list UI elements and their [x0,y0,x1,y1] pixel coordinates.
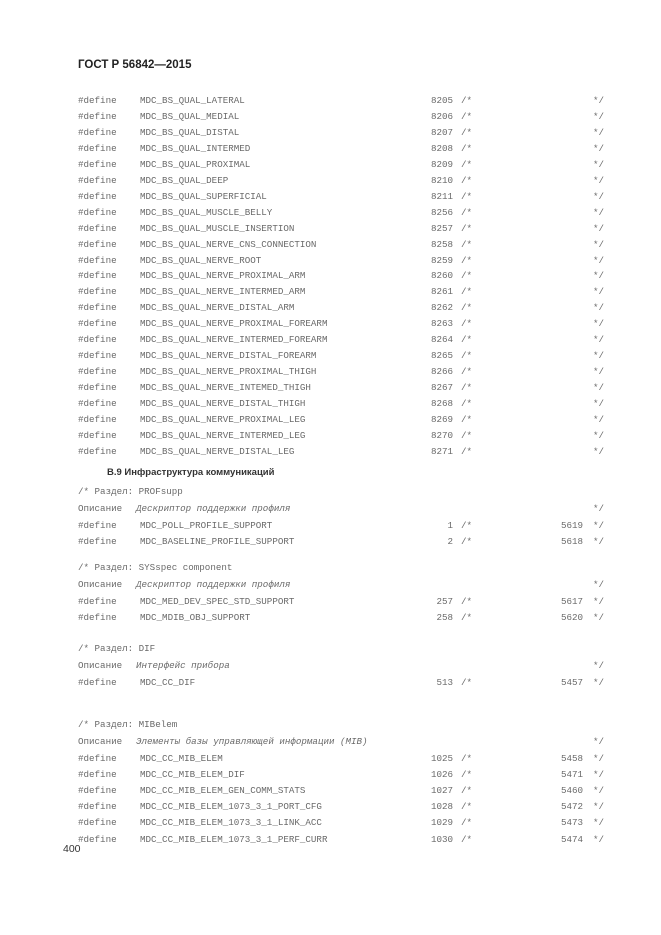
reference-code: 5471 [560,769,583,780]
macro-name: MDC_BS_QUAL_PROXIMAL [140,159,251,170]
define-row [0,111,661,125]
comment-open: /* [461,785,473,796]
comment-close: */ [593,520,605,531]
macro-value: 1 [447,520,453,531]
define-keyword: #define [78,785,117,796]
define-row [0,769,661,783]
comment-close: */ [593,736,605,747]
comment-close: */ [593,159,605,170]
comment-close: */ [593,366,605,377]
macro-value: 8266 [430,366,453,377]
macro-name: MDC_CC_MIB_ELEM_1073_3_1_PERF_CURR [140,834,328,845]
comment-close: */ [593,596,605,607]
description-text: Элементы базы управляющей информации (MIB) [136,736,368,747]
comment-close: */ [593,753,605,764]
macro-name: MDC_BS_QUAL_NERVE_PROXIMAL_THIGH [140,366,317,377]
comment-open: /* [461,159,473,170]
macro-name: MDC_MED_DEV_SPEC_STD_SUPPORT [140,596,295,607]
macro-name: MDC_CC_MIB_ELEM_DIF [140,769,245,780]
comment-close: */ [593,382,605,393]
comment-close: */ [593,503,605,514]
macro-name: MDC_BS_QUAL_NERVE_DISTAL_FOREARM [140,350,317,361]
macro-value: 8270 [430,430,453,441]
macro-name: MDC_BS_QUAL_SUPERFICIAL [140,191,267,202]
comment-close: */ [593,318,605,329]
define-row [0,446,661,460]
define-keyword: #define [78,801,117,812]
define-row [0,255,661,269]
comment-open: /* [461,612,473,623]
define-keyword: #define [78,350,117,361]
define-row [0,191,661,205]
section-comment: /* Раздел: MIBelem [78,719,178,730]
macro-name: MDC_CC_MIB_ELEM [140,753,223,764]
macro-name: MDC_MDIB_OBJ_SUPPORT [140,612,251,623]
comment-close: */ [593,414,605,425]
comment-close: */ [593,834,605,845]
macro-value: 513 [436,677,453,688]
macro-name: MDC_CC_MIB_ELEM_1073_3_1_LINK_ACC [140,817,322,828]
macro-value: 8271 [430,446,453,457]
description-text: Дескриптор поддержки профиля [136,579,291,590]
define-keyword: #define [78,753,117,764]
comment-close: */ [593,223,605,234]
macro-name: MDC_BS_QUAL_INTERMED [140,143,251,154]
comment-open: /* [461,255,473,266]
macro-name: MDC_BS_QUAL_LATERAL [140,95,245,106]
define-keyword: #define [78,111,117,122]
comment-open: /* [461,95,473,106]
comment-close: */ [593,817,605,828]
define-keyword: #define [78,270,117,281]
macro-value: 8265 [430,350,453,361]
section-title: B.9 Инфраструктура коммуникаций [107,467,275,478]
macro-name: MDC_POLL_PROFILE_SUPPORT [140,520,273,531]
define-row [0,612,661,626]
macro-value: 8207 [430,127,453,138]
macro-name: MDC_BASELINE_PROFILE_SUPPORT [140,536,295,547]
comment-close: */ [593,143,605,154]
define-keyword: #define [78,207,117,218]
macro-name: MDC_BS_QUAL_NERVE_DISTAL_ARM [140,302,295,313]
comment-close: */ [593,302,605,313]
define-keyword: #define [78,612,117,623]
comment-open: /* [461,817,473,828]
macro-value: 8262 [430,302,453,313]
macro-name: MDC_BS_QUAL_DEEP [140,175,229,186]
define-keyword: #define [78,677,117,688]
comment-open: /* [461,223,473,234]
define-keyword: #define [78,446,117,457]
comment-close: */ [593,785,605,796]
reference-code: 5619 [560,520,583,531]
define-row [0,286,661,300]
define-row [0,398,661,412]
comment-close: */ [593,175,605,186]
macro-name: MDC_CC_MIB_ELEM_GEN_COMM_STATS [140,785,306,796]
comment-open: /* [461,175,473,186]
comment-open: /* [461,382,473,393]
comment-close: */ [593,207,605,218]
description-row [0,660,661,674]
comment-open: /* [461,350,473,361]
macro-name: MDC_BS_QUAL_NERVE_CNS_CONNECTION [140,239,317,250]
define-keyword: #define [78,536,117,547]
define-row [0,382,661,396]
comment-close: */ [593,536,605,547]
comment-open: /* [461,239,473,250]
comment-open: /* [461,318,473,329]
macro-value: 8267 [430,382,453,393]
macro-value: 1028 [430,801,453,812]
define-row [0,753,661,767]
define-keyword: #define [78,239,117,250]
define-row [0,207,661,221]
description-label: Описание [78,736,123,747]
comment-close: */ [593,398,605,409]
define-row [0,677,661,691]
macro-value: 8259 [430,255,453,266]
section-comment: /* Раздел: SYSspec component [78,562,233,573]
description-row [0,503,661,517]
comment-open: /* [461,143,473,154]
comment-open: /* [461,286,473,297]
comment-close: */ [593,270,605,281]
define-keyword: #define [78,318,117,329]
macro-name: MDC_BS_QUAL_NERVE_INTERMED_ARM [140,286,306,297]
comment-open: /* [461,191,473,202]
description-row [0,579,661,593]
macro-name: MDC_BS_QUAL_NERVE_INTEMED_THIGH [140,382,311,393]
define-keyword: #define [78,520,117,531]
reference-code: 5473 [560,817,583,828]
macro-name: MDC_CC_DIF [140,677,196,688]
macro-value: 8260 [430,270,453,281]
macro-name: MDC_BS_QUAL_NERVE_PROXIMAL_ARM [140,270,306,281]
macro-name: MDC_BS_QUAL_DISTAL [140,127,240,138]
macro-value: 2 [447,536,453,547]
macro-value: 258 [436,612,453,623]
macro-name: MDC_BS_QUAL_MUSCLE_BELLY [140,207,273,218]
define-keyword: #define [78,334,117,345]
comment-close: */ [593,660,605,671]
comment-close: */ [593,677,605,688]
define-keyword: #define [78,175,117,186]
comment-close: */ [593,255,605,266]
macro-value: 8210 [430,175,453,186]
comment-open: /* [461,596,473,607]
reference-code: 5620 [560,612,583,623]
description-label: Описание [78,503,123,514]
comment-open: /* [461,677,473,688]
comment-open: /* [461,366,473,377]
define-row [0,817,661,831]
comment-open: /* [461,398,473,409]
comment-close: */ [593,801,605,812]
comment-open: /* [461,127,473,138]
define-row [0,302,661,316]
macro-value: 8261 [430,286,453,297]
macro-value: 8208 [430,143,453,154]
macro-value: 8268 [430,398,453,409]
comment-close: */ [593,334,605,345]
define-row [0,175,661,189]
define-row [0,127,661,141]
define-row [0,430,661,444]
define-row [0,834,661,848]
document-header: ГОСТ Р 56842—2015 [78,59,192,71]
define-row [0,143,661,157]
define-row [0,223,661,237]
define-keyword: #define [78,302,117,313]
page-number: 400 [63,843,81,855]
define-keyword: #define [78,596,117,607]
macro-value: 1030 [430,834,453,845]
reference-code: 5460 [560,785,583,796]
define-row [0,95,661,109]
section-comment: /* Раздел: DIF [78,643,156,654]
define-row [0,801,661,815]
define-row [0,350,661,364]
comment-close: */ [593,430,605,441]
define-keyword: #define [78,127,117,138]
description-text: Дескриптор поддержки профиля [136,503,291,514]
comment-open: /* [461,753,473,764]
macro-name: MDC_BS_QUAL_MEDIAL [140,111,240,122]
comment-close: */ [593,95,605,106]
define-row [0,159,661,173]
comment-close: */ [593,191,605,202]
macro-name: MDC_BS_QUAL_NERVE_PROXIMAL_LEG [140,414,306,425]
comment-close: */ [593,446,605,457]
macro-name: MDC_BS_QUAL_NERVE_ROOT [140,255,262,266]
comment-open: /* [461,207,473,218]
reference-code: 5458 [560,753,583,764]
macro-value: 8269 [430,414,453,425]
macro-value: 1026 [430,769,453,780]
macro-name: MDC_BS_QUAL_NERVE_DISTAL_THIGH [140,398,306,409]
comment-open: /* [461,302,473,313]
macro-name: MDC_BS_QUAL_MUSCLE_INSERTION [140,223,295,234]
reference-code: 5618 [560,536,583,547]
comment-open: /* [461,769,473,780]
define-keyword: #define [78,286,117,297]
description-row [0,736,661,750]
define-row [0,520,661,534]
comment-close: */ [593,239,605,250]
define-row [0,318,661,332]
macro-value: 8211 [430,191,453,202]
comment-open: /* [461,430,473,441]
macro-value: 1025 [430,753,453,764]
define-keyword: #define [78,430,117,441]
section-comment: /* Раздел: PROFsupp [78,486,183,497]
define-row [0,536,661,550]
comment-close: */ [593,127,605,138]
macro-name: MDC_BS_QUAL_NERVE_INTERMED_FOREARM [140,334,328,345]
define-keyword: #define [78,414,117,425]
define-row [0,785,661,799]
macro-name: MDC_BS_QUAL_NERVE_INTERMED_LEG [140,430,306,441]
macro-value: 8264 [430,334,453,345]
macro-value: 257 [436,596,453,607]
comment-close: */ [593,350,605,361]
reference-code: 5474 [560,834,583,845]
comment-open: /* [461,446,473,457]
macro-value: 8209 [430,159,453,170]
macro-value: 8258 [430,239,453,250]
macro-name: MDC_BS_QUAL_NERVE_DISTAL_LEG [140,446,295,457]
define-keyword: #define [78,398,117,409]
macro-value: 1029 [430,817,453,828]
comment-open: /* [461,520,473,531]
macro-name: MDC_BS_QUAL_NERVE_PROXIMAL_FOREARM [140,318,328,329]
define-keyword: #define [78,255,117,266]
comment-close: */ [593,286,605,297]
define-keyword: #define [78,817,117,828]
macro-value: 1027 [430,785,453,796]
comment-close: */ [593,111,605,122]
comment-open: /* [461,536,473,547]
define-keyword: #define [78,769,117,780]
define-keyword: #define [78,143,117,154]
define-keyword: #define [78,223,117,234]
comment-open: /* [461,270,473,281]
macro-value: 8206 [430,111,453,122]
comment-close: */ [593,612,605,623]
define-row [0,596,661,610]
define-row [0,366,661,380]
macro-value: 8257 [430,223,453,234]
reference-code: 5617 [560,596,583,607]
description-label: Описание [78,579,123,590]
description-text: Интерфейс прибора [136,660,230,671]
define-row [0,334,661,348]
macro-name: MDC_CC_MIB_ELEM_1073_3_1_PORT_CFG [140,801,322,812]
macro-value: 8263 [430,318,453,329]
define-keyword: #define [78,159,117,170]
macro-value: 8205 [430,95,453,106]
comment-open: /* [461,801,473,812]
define-row [0,239,661,253]
define-keyword: #define [78,191,117,202]
reference-code: 5472 [560,801,583,812]
comment-open: /* [461,834,473,845]
define-keyword: #define [78,366,117,377]
description-label: Описание [78,660,123,671]
comment-open: /* [461,334,473,345]
comment-close: */ [593,579,605,590]
define-keyword: #define [78,834,117,845]
macro-value: 8256 [430,207,453,218]
comment-open: /* [461,111,473,122]
define-keyword: #define [78,382,117,393]
define-keyword: #define [78,95,117,106]
comment-close: */ [593,769,605,780]
comment-open: /* [461,414,473,425]
define-row [0,270,661,284]
define-row [0,414,661,428]
reference-code: 5457 [560,677,583,688]
